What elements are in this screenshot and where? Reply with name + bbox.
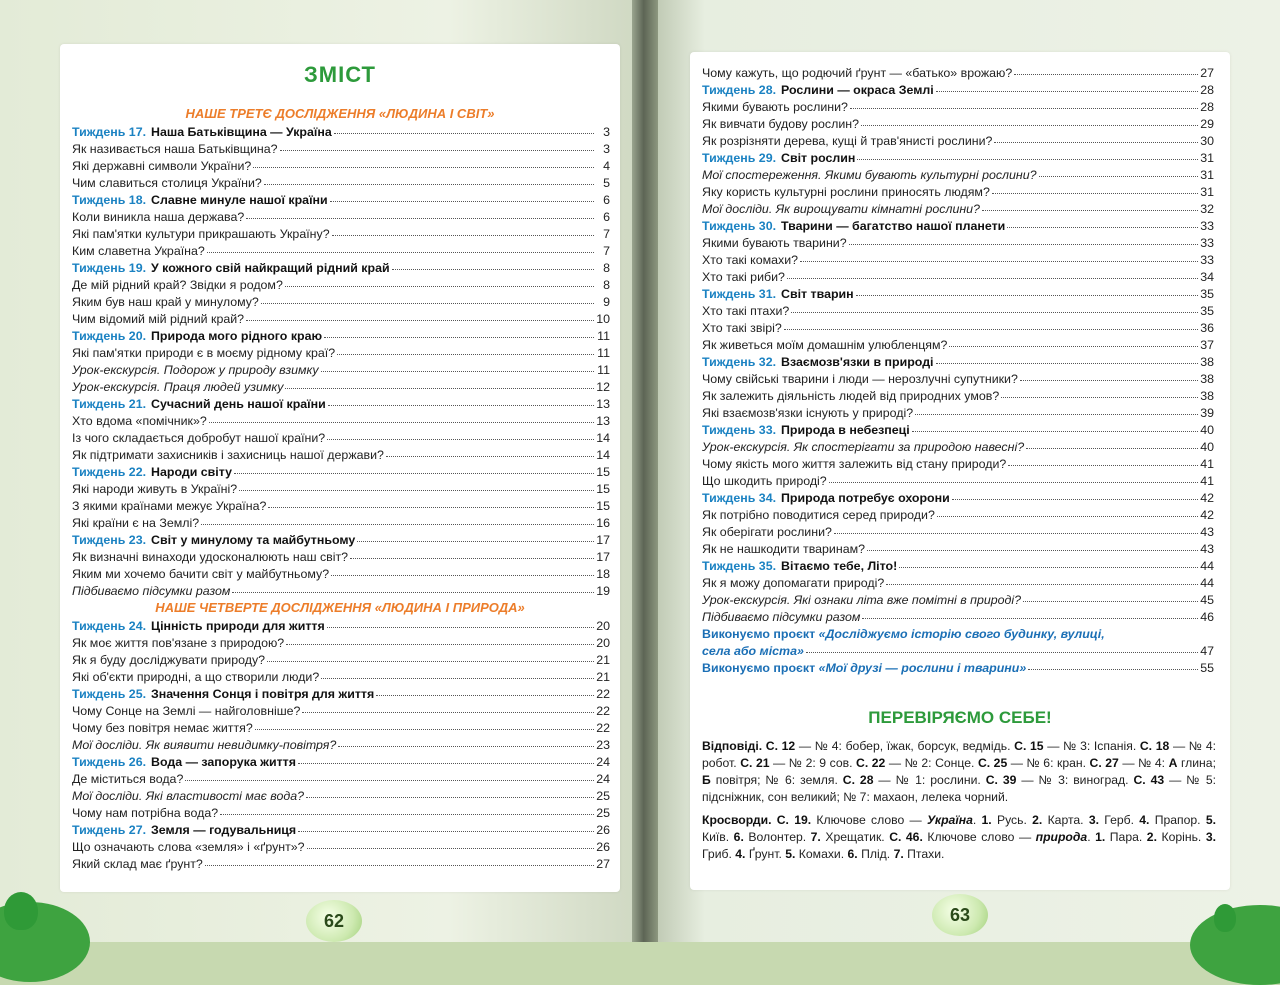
week-label: Тиждень 26. [72, 755, 147, 769]
dot-leader [267, 650, 594, 662]
toc-entry-text: Де міститься вода? [72, 772, 184, 786]
week-label: Тиждень 18. [72, 193, 147, 207]
section-heading: НАШЕ ТРЕТЄ ДОСЛІДЖЕННЯ «ЛЮДИНА І СВІТ» [185, 106, 495, 121]
dot-leader [255, 718, 594, 730]
dot-leader [201, 513, 594, 525]
week-label: Тиждень 30. [702, 219, 777, 233]
toc-entry-text: З якими країнами межує Україна? [72, 499, 267, 513]
toc-page-number: 38 [1200, 389, 1214, 403]
toc-entry-text: Як я буду досліджувати природу? [72, 653, 266, 667]
week-label: Тиждень 19. [72, 261, 147, 275]
dot-leader [264, 173, 594, 185]
toc-page-number: 43 [1200, 542, 1214, 556]
dot-leader [280, 139, 594, 151]
toc-entry-text: Чому Сонце на Землі — найголовніше? [72, 704, 301, 718]
toc-page-number: 8 [603, 278, 610, 292]
toc-entry-text: Які державні символи України? [72, 159, 252, 173]
toc-page-number: 23 [596, 738, 610, 752]
toc-entry-text: Який склад має ґрунт? [72, 857, 203, 871]
dot-leader [1020, 369, 1198, 381]
toc-entry-text: Чому свійські тварини і люди — нерозлучні супутники? [702, 372, 1018, 386]
book-gutter [632, 0, 658, 942]
toc-entry-text: Рослини — окраса Землі [781, 83, 934, 97]
toc-entry-text: Які пам'ятки культури прикрашають Україну? [72, 227, 330, 241]
week-label: Тиждень 31. [702, 287, 777, 301]
toc-entry-text: Світ у минулому та майбутньому [151, 533, 356, 547]
answers-block [702, 738, 1216, 869]
toc-page-number: 3 [603, 142, 610, 156]
dot-leader [994, 131, 1198, 143]
dot-leader [376, 684, 594, 696]
toc-entry-text: Яку користь культурні рослини приносять людям? [702, 185, 990, 199]
dot-leader [834, 522, 1198, 534]
toc-page-number: 16 [596, 516, 610, 530]
week-label: Тиждень 23. [72, 533, 147, 547]
toc-entry-text: Природа потребує охорони [781, 491, 950, 505]
dot-leader [952, 488, 1198, 500]
toc-entry-text: Які взаємозв'язки існують у природі? [702, 406, 914, 420]
toc-entry-text: Світ рослин [781, 151, 856, 165]
dot-leader [285, 275, 594, 287]
dot-leader [829, 471, 1198, 483]
self-check-title: ПЕРЕВІРЯЄМО СЕБЕ! [868, 708, 1052, 727]
toc-page-number: 30 [1200, 134, 1214, 148]
dot-leader [232, 581, 594, 593]
toc-page-number: 14 [596, 431, 610, 445]
toc-entry-text: Які країни є на Землі? [72, 516, 200, 530]
toc-page-number: 33 [1200, 236, 1214, 250]
dot-leader [791, 301, 1198, 313]
dot-leader [1014, 63, 1198, 75]
dot-leader [330, 190, 594, 202]
dot-leader [324, 326, 594, 338]
dot-leader [992, 182, 1198, 194]
toc-page-number: 29 [1200, 117, 1214, 131]
section-heading: НАШЕ ЧЕТВЕРТЕ ДОСЛІДЖЕННЯ «ЛЮДИНА І ПРИРОДА» [155, 600, 525, 615]
toc-page-number: 40 [1200, 423, 1214, 437]
right-content-sheet [690, 52, 1230, 890]
toc-entry-text: Урок-екскурсія. Які ознаки літа вже помітні в природі? [702, 593, 1022, 607]
week-label: Тиждень 22. [72, 465, 147, 479]
week-label: Тиждень 29. [702, 151, 777, 165]
toc-entry-text: Урок-екскурсія. Подорож у природу взимку [72, 363, 319, 377]
toc-page-number: 35 [1200, 287, 1214, 301]
dot-leader [185, 769, 594, 781]
toc-list [702, 65, 1214, 626]
dot-leader [1001, 386, 1198, 398]
toc-page-number: 25 [596, 789, 610, 803]
toc-entry-text: Як визначні винаходи удосконалюють наш світ? [72, 550, 349, 564]
dot-leader [350, 547, 594, 559]
toc-page-number: 10 [596, 312, 610, 326]
toc-page-number: 33 [1200, 253, 1214, 267]
dot-leader [306, 786, 594, 798]
toc-entry-text: Цінність природи для життя [151, 619, 325, 633]
toc-entry-text: Взаємозв'язки в природі [781, 355, 934, 369]
toc-page-number: 11 [597, 363, 610, 377]
toc-page-number: 27 [1200, 66, 1214, 80]
toc-page-number: 35 [1200, 304, 1214, 318]
toc-entry-text: Як моє життя пов'язане з природою? [72, 636, 285, 650]
toc-entry-text: Вітаємо тебе, Літо! [781, 559, 898, 573]
toc-entry-text: Природа в небезпеці [781, 423, 910, 437]
dot-leader [392, 258, 594, 270]
page-title: ЗМІСТ [304, 62, 376, 87]
toc-page-number: 8 [603, 261, 610, 275]
dot-leader [784, 318, 1198, 330]
toc-page-number: 9 [603, 295, 610, 309]
toc-entry-text: Значення Сонця і повітря для життя [151, 687, 375, 701]
toc-entry-text: Мої досліди. Які властивості має вода? [72, 789, 305, 803]
toc-entry-text: Чим відомий мій рідний край? [72, 312, 245, 326]
toc-entry-text: Мої спостереження. Якими бувають культурні рослини? [702, 168, 1037, 182]
dot-leader [253, 156, 594, 168]
toc-entry-text: Хто такі риби? [702, 270, 785, 284]
dot-leader [856, 284, 1198, 296]
toc-page-number: 12 [596, 380, 610, 394]
toc-page-number: 3 [603, 125, 610, 139]
toc-page-number: 4 [603, 159, 610, 173]
toc-page-number: 42 [1200, 491, 1214, 505]
toc-entry-text: Як розрізняти дерева, кущі й трав'янисті рослини? [702, 134, 993, 148]
week-label: Тиждень 20. [72, 329, 147, 343]
toc-row[interactable] [72, 856, 610, 873]
toc-page-number: 34 [1200, 270, 1214, 284]
toc-entry-text: Як називається наша Батьківщина? [72, 142, 278, 156]
dot-leader [849, 233, 1198, 245]
toc-page-number: 6 [603, 210, 610, 224]
toc-entry-text: Яким був наш край у минулому? [72, 295, 259, 309]
dot-leader [205, 854, 594, 866]
dot-leader [239, 479, 594, 491]
dot-leader [246, 309, 594, 321]
toc-page-number: 17 [596, 550, 610, 564]
dot-leader [912, 420, 1198, 432]
toc-entry-text: Підбиваємо підсумки разом [702, 610, 861, 624]
toc-project-row[interactable]: Виконуємо проєкт «Мої друзі — рослини і тварини» 55 [702, 660, 1214, 677]
toc-page-number: 22 [596, 704, 610, 718]
toc-page-number: 39 [1200, 406, 1214, 420]
dot-leader [1008, 454, 1198, 466]
toc-entry-text: Яким ми хочемо бачити світ у майбутньому? [72, 567, 330, 581]
toc-page-number: 44 [1200, 559, 1214, 573]
toc-entry-text: Чому нам потрібна вода? [72, 806, 219, 820]
toc-page-number: 20 [596, 619, 610, 633]
dot-leader [861, 114, 1198, 126]
dot-leader [220, 803, 594, 815]
toc-page-number: 13 [596, 397, 610, 411]
toc-page-number: 32 [1200, 202, 1214, 216]
decor-tree-icon [1214, 904, 1236, 932]
dot-leader [209, 411, 594, 423]
toc-entry-text: Тварини — багатство нашої планети [781, 219, 1006, 233]
toc-page-number: 20 [596, 636, 610, 650]
toc-page-number: 31 [1200, 185, 1214, 199]
dot-leader [936, 352, 1199, 364]
dot-leader [857, 148, 1198, 160]
dot-leader [850, 97, 1198, 109]
week-label: Тиждень 24. [72, 619, 147, 633]
toc-page-number: 22 [596, 687, 610, 701]
toc-page-number: 21 [596, 653, 610, 667]
toc-page-number: 11 [597, 329, 610, 343]
dot-leader [207, 241, 594, 253]
toc-entry-text: Як підтримати захисників і захисниць нашої держави? [72, 448, 384, 462]
toc-entry-text: Хто такі птахи? [702, 304, 790, 318]
toc-page-number: 14 [596, 448, 610, 462]
toc-entry-text: Де мій рідний край? Звідки я родом? [72, 278, 283, 292]
toc-entry-text: Як вивчати будову рослин? [702, 117, 859, 131]
toc-entry-text: Чому якість мого життя залежить від стану природи? [702, 457, 1007, 471]
toc-page-number: 19 [596, 584, 610, 598]
toc-page-number: 45 [1200, 593, 1214, 607]
toc-entry-text: Якими бувають тварини? [702, 236, 847, 250]
toc-page-number: 25 [596, 806, 610, 820]
toc-page-number: 18 [596, 567, 610, 581]
toc-page-number: 28 [1200, 83, 1214, 97]
toc-page-number: 21 [596, 670, 610, 684]
toc-entry-text: У кожного свій найкращий рідний край [151, 261, 390, 275]
dot-leader [867, 539, 1198, 551]
toc-entry-text: Мої досліди. Як виявити невидимку-повітря? [72, 738, 337, 752]
toc-entry-text: Природа мого рідного краю [151, 329, 323, 343]
toc-page-number: 7 [603, 244, 610, 258]
toc-page-number: 26 [596, 823, 610, 837]
toc-page-number: 17 [596, 533, 610, 547]
toc-entry-text: Народи світу [151, 465, 232, 479]
toc-page-number: 15 [596, 465, 610, 479]
week-label: Тиждень 34. [702, 491, 777, 505]
toc-entry-text: Урок-екскурсія. Праця людей узимку [72, 380, 284, 394]
week-label: Тиждень 28. [702, 83, 777, 97]
project-list [702, 626, 1214, 677]
week-label: Тиждень 27. [72, 823, 147, 837]
toc-page-number: 26 [596, 840, 610, 854]
week-label: Тиждень 35. [702, 559, 777, 573]
left-content-sheet [60, 44, 620, 892]
toc-entry-text: Земля — годувальниця [151, 823, 297, 837]
dot-leader [334, 122, 594, 134]
dot-leader [886, 573, 1198, 585]
toc-page-number: 44 [1200, 576, 1214, 590]
toc-page-number: 36 [1200, 321, 1214, 335]
decor-tree-icon [4, 892, 38, 930]
dot-leader [298, 820, 594, 832]
toc-page-number: 38 [1200, 372, 1214, 386]
toc-entry-text: Хто такі звірі? [702, 321, 782, 335]
toc-entry-text: Як я можу допомагати природі? [702, 576, 885, 590]
answers-paragraph: Відповіді. С. 12 — № 4: бобер, їжак, борсук, ведмідь. С. 15 — № 3: Іспанія. С. 18 — № 4: робот. С. 21 — № 2: 9 сов. С. 22 — № 2: Сонце. С. 25 — № 6: кран. С. 27 — № 4: А глина; Б повітря; № 6: земля. С. 28 — № 1: рослини. С. 39 — № 3: виноград. С. 43 — № 5: підсніжник, сон великий; № 7: махаон, лелека чорний. [702, 739, 1216, 804]
toc-entry-text: Наша Батьківщина — Україна [151, 125, 332, 139]
toc-entry-text: Ким славетна Україна? [72, 244, 205, 258]
dot-leader [338, 735, 594, 747]
dot-leader [328, 394, 594, 406]
toc-entry-text: Із чого складається добробут нашої країни? [72, 431, 326, 445]
toc-entry-text: Хто такі комахи? [702, 253, 799, 267]
toc-page-number: 42 [1200, 508, 1214, 522]
week-label: Тиждень 32. [702, 355, 777, 369]
crosswords-paragraph: Кросворди. С. 19. Ключове слово — Україна. 1. Русь. 2. Карта. 3. Герб. 4. Прапор. 5. Київ. 6. Волонтер. 7. Хрещатик. С. 46. Ключове слово — природа. 1. Пара. 2. Корінь. 3. Гриб. 4. Ґрунт. 5. Комахи. 6. Плід. 7. Птахи. [702, 813, 1216, 861]
toc-entry-text: Світ тварин [781, 287, 854, 301]
dot-leader [332, 224, 594, 236]
toc-entry-text: Як оберігати рослини? [702, 525, 832, 539]
toc-page-number: 31 [1200, 151, 1214, 165]
dot-leader [982, 199, 1198, 211]
toc-page-number: 43 [1200, 525, 1214, 539]
toc-page-number: 37 [1200, 338, 1214, 352]
page-number: 62 [306, 900, 362, 942]
toc-page-number: 28 [1200, 100, 1214, 114]
toc-page-number: 40 [1200, 440, 1214, 454]
dot-leader [936, 80, 1198, 92]
toc-entry-text: Що шкодить природі? [702, 474, 827, 488]
week-label: Тиждень 25. [72, 687, 147, 701]
toc-page-number: 15 [596, 499, 610, 513]
toc-entry-text: Як не нашкодити тваринам? [702, 542, 865, 556]
toc-entry-text: Як живеться моїм домашнім улюбленцям? [702, 338, 948, 352]
dot-leader [321, 667, 594, 679]
toc-entry-text: Підбиваємо підсумки разом [72, 584, 231, 598]
toc-entry-text: Урок-екскурсія. Як спостерігати за природою навесні? [702, 440, 1025, 454]
dot-leader [357, 530, 594, 542]
toc-entry-text: Як залежить діяльність людей від природних умов? [702, 389, 1000, 403]
toc-page-number: 33 [1200, 219, 1214, 233]
toc-row[interactable] [702, 609, 1214, 626]
week-label: Тиждень 17. [72, 125, 147, 139]
dot-leader [949, 335, 1198, 347]
dot-leader [337, 343, 594, 355]
toc-page-number: 6 [603, 193, 610, 207]
page-number: 63 [932, 894, 988, 936]
toc-page-number: 5 [603, 176, 610, 190]
week-label: Тиждень 21. [72, 397, 147, 411]
dot-leader [327, 428, 594, 440]
dot-leader [268, 496, 594, 508]
toc-page-number: 41 [1200, 457, 1214, 471]
toc-entry-text: Які народи живуть в Україні? [72, 482, 238, 496]
dot-leader [787, 267, 1198, 279]
toc-entry-text: Які пам'ятки природи є в моєму рідному краї? [72, 346, 336, 360]
toc-row[interactable] [72, 583, 610, 600]
dot-leader [331, 564, 594, 576]
toc-entry-text: Вода — запорука життя [151, 755, 296, 769]
toc-entry-text: Чому без повітря немає життя? [72, 721, 253, 735]
dot-leader [285, 377, 594, 389]
toc-page-number: 46 [1200, 610, 1214, 624]
dot-leader [327, 616, 594, 628]
toc-entry-text: Які об'єкти природні, а що створили люди? [72, 670, 320, 684]
toc-page-number: 22 [596, 721, 610, 735]
toc-entry-text: Як потрібно поводитися серед природи? [702, 508, 935, 522]
toc-entry-text: Сучасний день нашої країни [151, 397, 326, 411]
dot-leader [1039, 165, 1198, 177]
dot-leader [937, 505, 1198, 517]
toc-project-row[interactable]: Виконуємо проєкт «Досліджуємо історію свого будинку, вулиці, [702, 627, 1105, 641]
dot-leader [862, 607, 1198, 619]
dot-leader [298, 752, 594, 764]
dot-leader [1007, 216, 1198, 228]
dot-leader [386, 445, 594, 457]
toc-list [72, 124, 610, 600]
toc-page-number: 7 [603, 227, 610, 241]
toc-page-number: 47 [1200, 644, 1214, 658]
toc-entry-text: Що означають слова «земля» і «ґрунт»? [72, 840, 305, 854]
toc-entry-text: Хто вдома «помічник»? [72, 414, 207, 428]
toc-entry-text: Коли виникла наша держава? [72, 210, 245, 224]
toc-page-number: 31 [1200, 168, 1214, 182]
dot-leader [899, 556, 1198, 568]
dot-leader [261, 292, 594, 304]
week-label: Тиждень 33. [702, 423, 777, 437]
toc-page-number: 27 [596, 857, 610, 871]
toc-page-number: 15 [596, 482, 610, 496]
dot-leader [234, 462, 594, 474]
dot-leader [302, 701, 594, 713]
dot-leader [1026, 437, 1198, 449]
dot-leader [800, 250, 1198, 262]
dot-leader [246, 207, 594, 219]
toc-list [72, 618, 610, 873]
toc-page-number: 38 [1200, 355, 1214, 369]
toc-entry-text: Чому кажуть, що родючий ґрунт — «батько» врожаю? [702, 66, 1013, 80]
toc-project-row[interactable]: села або міста» 47 [702, 643, 1214, 660]
toc-entry-text: Мої досліди. Як вирощувати кімнатні рослини? [702, 202, 980, 216]
dot-leader [321, 360, 594, 372]
dot-leader [1023, 590, 1198, 602]
toc-entry-text: Славне минуле нашої країни [151, 193, 328, 207]
toc-page-number: 41 [1200, 474, 1214, 488]
toc-page-number: 13 [596, 414, 610, 428]
toc-page-number: 24 [596, 755, 610, 769]
dot-leader [307, 837, 594, 849]
dot-leader [915, 403, 1198, 415]
toc-page-number: 24 [596, 772, 610, 786]
toc-page-number: 55 [1200, 661, 1214, 675]
toc-page-number: 11 [597, 346, 610, 360]
toc-entry-text: Якими бувають рослини? [702, 100, 848, 114]
dot-leader [286, 633, 594, 645]
toc-entry-text: Чим славиться столиця України? [72, 176, 262, 190]
